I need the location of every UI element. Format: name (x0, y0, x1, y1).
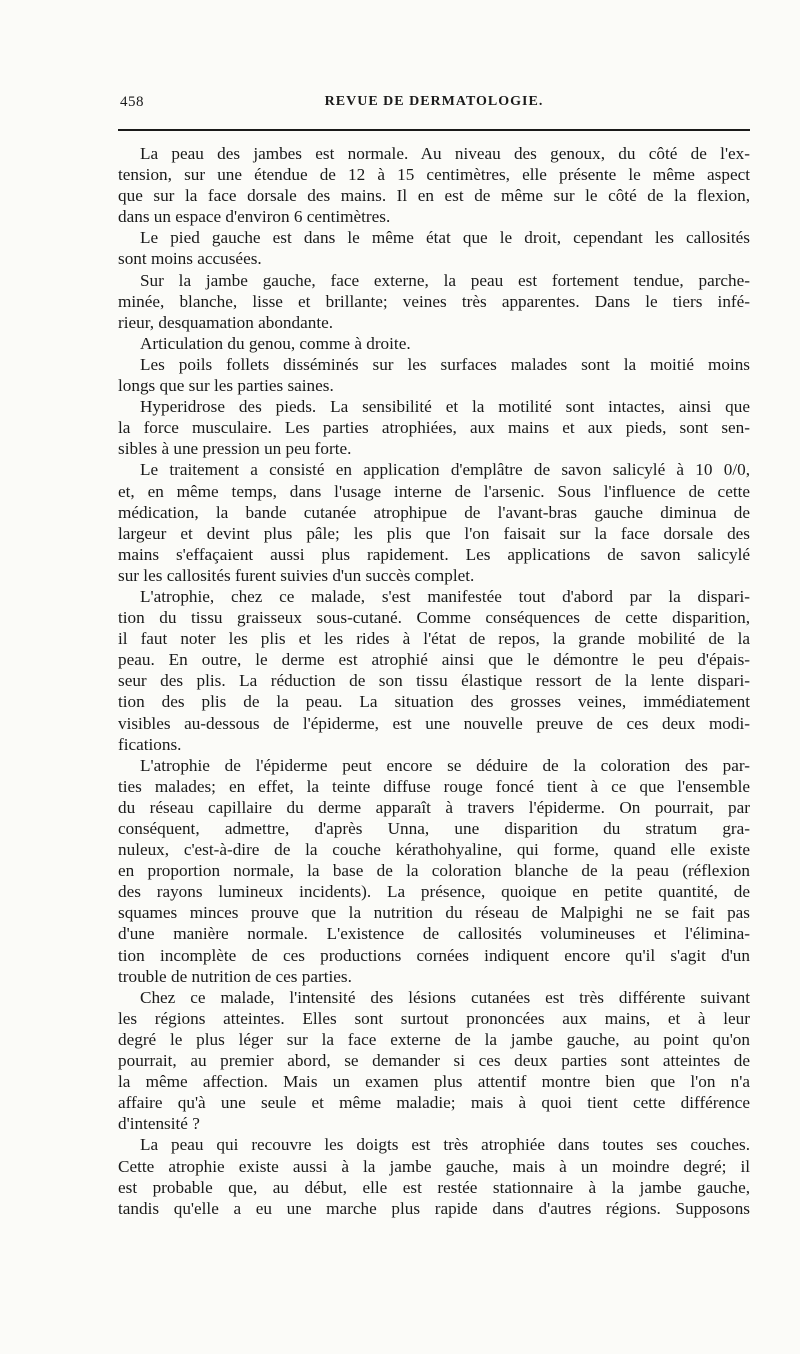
text-line: L'atrophie de l'épiderme peut encore se déduire de la coloration des par- (140, 755, 750, 775)
text-line: Cette atrophie existe aussi à la jambe gauche, mais à un moindre degré; il (118, 1156, 750, 1176)
body-text (118, 143, 750, 1219)
text-line: conséquent, admettre, d'après Unna, une disparition du stratum gra- (118, 819, 750, 838)
text-line: visibles au-dessous de l'épiderme, est une nouvelle preuve de ces deux modi- (118, 713, 750, 733)
text-line: degré le plus léger sur la face externe de la jambe gauche, au point qu'on (118, 1029, 750, 1049)
text-line: ties malades; en effet, la teinte diffuse rouge foncé tient à ce que l'ensemble (118, 776, 750, 796)
text-line: les régions atteintes. Elles sont surtout prononcées aux mains, et à leur (118, 1008, 750, 1028)
text-line: est probable que, au début, elle est restée stationnaire à la jambe gauche, (118, 1177, 750, 1197)
text-line: dans un espace d'environ 6 centimètres. (118, 207, 391, 227)
text-line: des rayons lumineux incidents). La présence, quoique en petite quantité, de (118, 882, 750, 902)
text-line: d'une manière normale. L'existence de callosités volumineuses et l'élimina- (118, 924, 750, 944)
text-line: médication, la bande cutanée atrophipue de l'avant-bras gauche diminua de (118, 502, 750, 522)
page-number: 458 (120, 94, 144, 110)
text-line: Le pied gauche est dans le même état que le droit, cependant les callosités (140, 228, 750, 248)
text-line: La peau qui recouvre les doigts est très atrophiée dans toutes ses couches. (140, 1135, 750, 1155)
text-line: trouble de nutrition de ces parties. (118, 966, 352, 986)
text-line: la force musculaire. Les parties atrophiées, aux mains et aux pieds, sont sen- (118, 418, 750, 438)
text-line: d'intensité ? (118, 1114, 200, 1134)
text-line: du réseau capillaire du derme apparaît à travers l'épiderme. On pourrait, par (118, 797, 750, 817)
text-line: fications. (118, 734, 182, 754)
text-line: sont moins accusées. (118, 249, 262, 269)
text-line: Articulation du genou, comme à droite. (140, 333, 411, 353)
text-line: Chez ce malade, l'intensité des lésions cutanées est très différente suivant (140, 987, 750, 1007)
text-line: que sur la face dorsale des mains. Il en est de même sur le côté de la flexion, (118, 186, 750, 206)
text-line: minée, blanche, lisse et brillante; veines très apparentes. Dans le tiers infé- (118, 291, 750, 311)
text-line: tension, sur une étendue de 12 à 15 centimètres, elle présente le même aspect (118, 165, 750, 185)
text-line: en proportion normale, la base de la coloration blanche de la peau (réflexion (118, 861, 750, 881)
text-line: largeur et devint plus pâle; les plis que l'on faisait sur la face dorsale des (118, 523, 750, 543)
text-line: peau. En outre, le derme est atrophié ainsi que le démontre le peu d'épais- (118, 650, 750, 670)
text-line: pourrait, au premier abord, se demander si ces deux parties sont atteintes de (118, 1051, 750, 1071)
text-line: rieur, desquamation abondante. (118, 312, 334, 332)
text-line: Sur la jambe gauche, face externe, la peau est fortement tendue, parche- (140, 270, 750, 290)
running-head (120, 94, 748, 116)
text-line: squames minces prouve que la nutrition du réseau de Malpighi ne se fait pas (118, 903, 750, 923)
text-line: tion du tissu graisseux sous-cutané. Comme conséquences de cette disparition, (118, 608, 750, 628)
header-rule (118, 129, 750, 131)
text-line: tion incomplète de ces productions cornées indiquent encore qu'il s'agit d'un (118, 945, 750, 965)
text-line: longs que sur les parties saines. (118, 376, 334, 396)
text-line: sur les callosités furent suivies d'un succès complet. (118, 565, 475, 585)
text-line: sibles à une pression un peu forte. (118, 439, 352, 459)
journal-title: REVUE DE DERMATOLOGIE. (324, 94, 544, 109)
text-line: La peau des jambes est normale. Au niveau des genoux, du côté de l'ex- (140, 144, 750, 163)
text-line: Les poils follets disséminés sur les surfaces malades sont la moitié moins (140, 354, 750, 374)
text-line: nuleux, c'est-à-dire de la couche kérathohyaline, qui forme, quand elle existe (118, 840, 750, 860)
text-line: Hyperidrose des pieds. La sensibilité et la motilité sont intactes, ainsi que (140, 397, 750, 417)
text-line: Le traitement a consisté en application d'emplâtre de savon salicylé à 10 0/0, (140, 460, 750, 480)
text-line: mains s'effaçaient aussi plus rapidement. Les applications de savon salicylé (118, 544, 750, 564)
text-line: tion des plis de la peau. La situation des grosses veines, immédiatement (118, 692, 750, 712)
text-line: et, en même temps, dans l'usage interne de l'arsenic. Sous l'influence de cette (118, 481, 750, 501)
text-line: L'atrophie, chez ce malade, s'est manifestée tout d'abord par la dispari- (140, 586, 750, 606)
text-line: affaire qu'à une seule et même maladie; mais à quoi tient cette différence (118, 1093, 750, 1113)
text-line: tandis qu'elle a eu une marche plus rapide dans d'autres régions. Supposons (118, 1198, 750, 1218)
text-line: il faut noter les plis et les rides à l'état de repos, la grande mobilité de la (118, 629, 750, 649)
text-line: la même affection. Mais un examen plus attentif montre bien que l'on n'a (118, 1072, 750, 1092)
text-line: seur des plis. La réduction de son tissu élastique ressort de la lente dispari- (118, 671, 750, 691)
